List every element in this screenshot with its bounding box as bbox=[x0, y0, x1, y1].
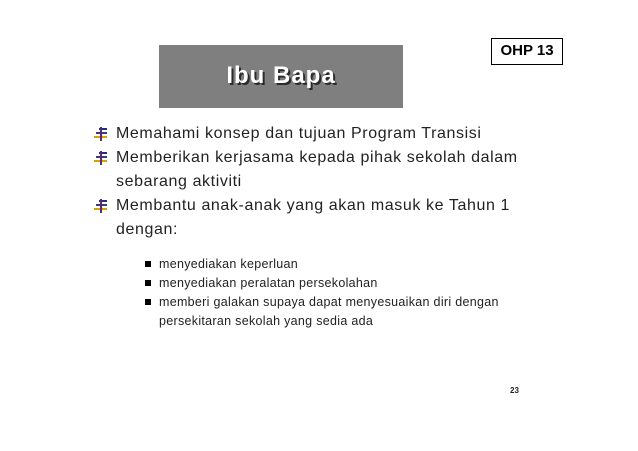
main-bullet-list bbox=[94, 122, 564, 242]
bullet-text: Memberikan kerjasama kepada pihak sekolah dalam sebarang aktiviti bbox=[116, 149, 518, 190]
ohp-badge: OHP 13 bbox=[491, 38, 563, 65]
sub-bullet-item bbox=[145, 255, 525, 274]
sub-bullet-text: memberi galakan supaya dapat menyesuaikan diri dengan persekitaran sekolah yang sedia ada bbox=[159, 295, 499, 328]
square-bullet-icon bbox=[145, 261, 151, 267]
sub-bullet-list bbox=[145, 255, 525, 331]
bullet-item bbox=[94, 146, 564, 194]
sub-bullet-item bbox=[145, 274, 525, 293]
bullet-item bbox=[94, 122, 564, 146]
stacked-bars-bullet-icon bbox=[94, 199, 108, 213]
sub-bullet-text: menyediakan keperluan bbox=[159, 257, 299, 271]
title-box bbox=[159, 45, 403, 108]
square-bullet-icon bbox=[145, 280, 151, 286]
stacked-bars-bullet-icon bbox=[94, 151, 108, 165]
page-number: 23 bbox=[510, 386, 519, 395]
sub-bullet-text: menyediakan peralatan persekolahan bbox=[159, 276, 378, 290]
bullet-text: Memahami konsep dan tujuan Program Transisi bbox=[116, 125, 482, 142]
bullet-item bbox=[94, 194, 564, 242]
bullet-text: Membantu anak-anak yang akan masuk ke Tahun 1 dengan: bbox=[116, 197, 511, 238]
sub-bullet-item bbox=[145, 293, 525, 331]
square-bullet-icon bbox=[145, 299, 151, 305]
slide-title: Ibu Bapa bbox=[226, 62, 336, 89]
stacked-bars-bullet-icon bbox=[94, 127, 108, 141]
